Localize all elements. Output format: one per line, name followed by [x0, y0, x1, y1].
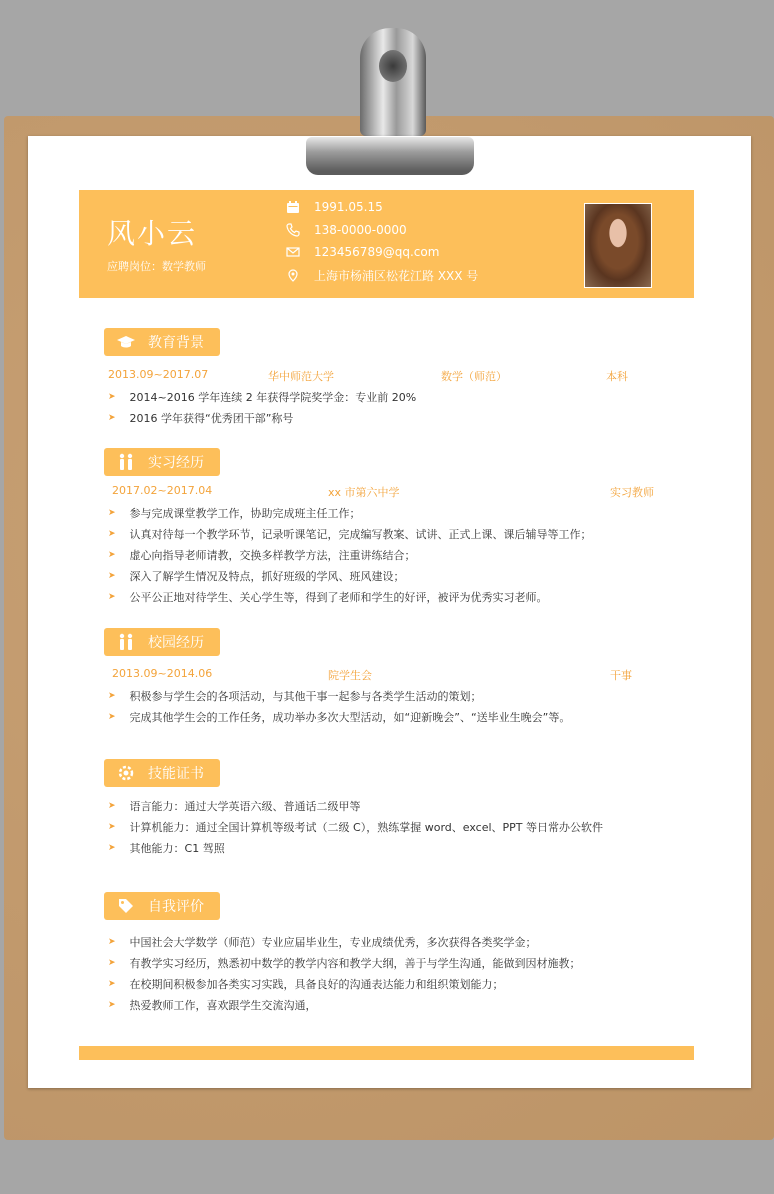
education-degree: 本科 — [606, 370, 628, 383]
arrow-icon: ➤ — [108, 822, 116, 832]
arrow-icon: ➤ — [108, 529, 116, 539]
location-icon — [286, 269, 300, 283]
resume-header — [79, 190, 694, 298]
tag-icon — [116, 896, 136, 916]
education-school: 华中师范大学 — [268, 370, 334, 383]
list-item-text: 计算机能力：通过全国计算机等级考试（二级 C），熟练掌握 word、excel、PPT 等日常办公软件 — [129, 821, 604, 834]
internship-org: xx 市第六中学 — [328, 486, 400, 499]
contact-birthday — [286, 200, 383, 214]
phone-text: 138-0000-0000 — [314, 223, 407, 237]
contact-email — [286, 245, 439, 259]
list-item — [108, 389, 416, 405]
list-item — [108, 568, 405, 584]
list-item-text: 2016 学年获得“优秀团干部”称号 — [129, 412, 294, 425]
list-item-text: 积极参与学生会的各项活动，与其他干事一起参与各类学生活动的策划； — [129, 690, 482, 703]
arrow-icon: ➤ — [108, 392, 116, 402]
arrow-icon: ➤ — [108, 712, 116, 722]
list-item-text: 语言能力：通过大学英语六级、普通话二级甲等 — [129, 800, 361, 813]
list-item — [108, 547, 416, 563]
address-text: 上海市杨浦区松花江路 XXX 号 — [314, 269, 479, 283]
email-text: 123456789@qq.com — [314, 245, 440, 259]
list-item — [108, 709, 570, 725]
arrow-icon: ➤ — [108, 979, 116, 989]
section-skills-label: 技能证书 — [148, 766, 204, 782]
campus-role: 干事 — [610, 669, 632, 682]
contact-address — [286, 267, 478, 284]
list-item-text: 中国社会大学数学（师范）专业应届毕业生，专业成绩优秀，多次获得各类奖学金； — [129, 936, 537, 949]
list-item — [108, 589, 548, 605]
section-skills-title — [104, 759, 220, 787]
footer-bar — [79, 1046, 694, 1060]
list-item — [108, 410, 293, 426]
candidate-photo — [584, 203, 652, 288]
arrow-icon: ➤ — [108, 592, 116, 602]
arrow-icon: ➤ — [108, 691, 116, 701]
list-item-text: 虚心向指导老师请教，交换多样教学方法，注重讲练结合； — [129, 549, 416, 562]
mail-icon — [286, 245, 300, 259]
arrow-icon: ➤ — [108, 571, 116, 581]
list-item-text: 公平公正地对待学生、关心学生等，得到了老师和学生的好评，被评为优秀实习老师。 — [129, 591, 548, 604]
list-item-text: 其他能力：C1 驾照 — [129, 842, 225, 855]
people-icon — [116, 452, 136, 472]
section-self-title — [104, 892, 220, 920]
job-position: 应聘岗位：数学教师 — [107, 260, 206, 273]
contact-phone — [286, 223, 407, 237]
list-item — [108, 840, 225, 856]
arrow-icon: ➤ — [108, 937, 116, 947]
list-item — [108, 505, 361, 521]
list-item-text: 认真对待每一个教学环节，记录听课笔记，完成编写教案、试讲、正式上课、课后辅导等工作； — [129, 528, 592, 541]
arrow-icon: ➤ — [108, 1000, 116, 1010]
arrow-icon: ➤ — [108, 801, 116, 811]
list-item-text: 参与完成课堂教学工作，协助完成班主任工作； — [129, 507, 361, 520]
resume-paper — [28, 136, 751, 1088]
binder-clip-hole — [379, 50, 407, 82]
list-item — [108, 955, 581, 971]
binder-clip-top — [360, 28, 426, 136]
graduation-cap-icon — [116, 332, 136, 352]
list-item — [108, 798, 361, 814]
list-item — [108, 934, 537, 950]
birthday-text: 1991.05.15 — [314, 200, 383, 214]
campus-org: 院学生会 — [328, 669, 372, 682]
calendar-icon — [286, 200, 300, 214]
list-item-text: 2014~2016 学年连续 2 年获得学院奖学金：专业前 20% — [129, 391, 417, 404]
gear-icon — [116, 763, 136, 783]
list-item — [108, 997, 317, 1013]
list-item-text: 深入了解学生情况及特点，抓好班级的学风、班风建设； — [129, 570, 405, 583]
phone-icon — [286, 223, 300, 237]
section-self-label: 自我评价 — [148, 899, 204, 915]
list-item-text: 有教学实习经历，熟悉初中数学的教学内容和教学大纲，善于与学生沟通，能做到因材施教； — [129, 957, 581, 970]
arrow-icon: ➤ — [108, 413, 116, 423]
section-education-title — [104, 328, 220, 356]
arrow-icon: ➤ — [108, 550, 116, 560]
list-item-text: 热爱教师工作，喜欢跟学生交流沟通， — [129, 999, 317, 1012]
section-campus-label: 校园经历 — [148, 635, 204, 651]
arrow-icon: ➤ — [108, 958, 116, 968]
arrow-icon: ➤ — [108, 508, 116, 518]
section-education-label: 教育背景 — [148, 335, 204, 351]
internship-period: 2017.02~2017.04 — [112, 484, 213, 497]
list-item — [108, 976, 504, 992]
campus-period: 2013.09~2014.06 — [112, 667, 213, 680]
internship-role: 实习教师 — [610, 486, 654, 499]
people-icon — [116, 632, 136, 652]
education-major: 数学（师范） — [441, 370, 507, 383]
list-item — [108, 819, 603, 835]
arrow-icon: ➤ — [108, 843, 116, 853]
list-item-text: 完成其他学生会的工作任务，成功举办多次大型活动，如“迎新晚会”、“送毕业生晚会”等。 — [129, 711, 571, 724]
binder-clip-bar — [306, 137, 474, 175]
list-item-text: 在校期间积极参加各类实习实践，具备良好的沟通表达能力和组织策划能力； — [129, 978, 504, 991]
list-item — [108, 526, 592, 542]
education-period: 2013.09~2017.07 — [108, 368, 209, 381]
section-internship-title — [104, 448, 220, 476]
candidate-name: 风小云 — [107, 217, 198, 250]
section-campus-title — [104, 628, 220, 656]
section-internship-label: 实习经历 — [148, 455, 204, 471]
list-item — [108, 688, 482, 704]
